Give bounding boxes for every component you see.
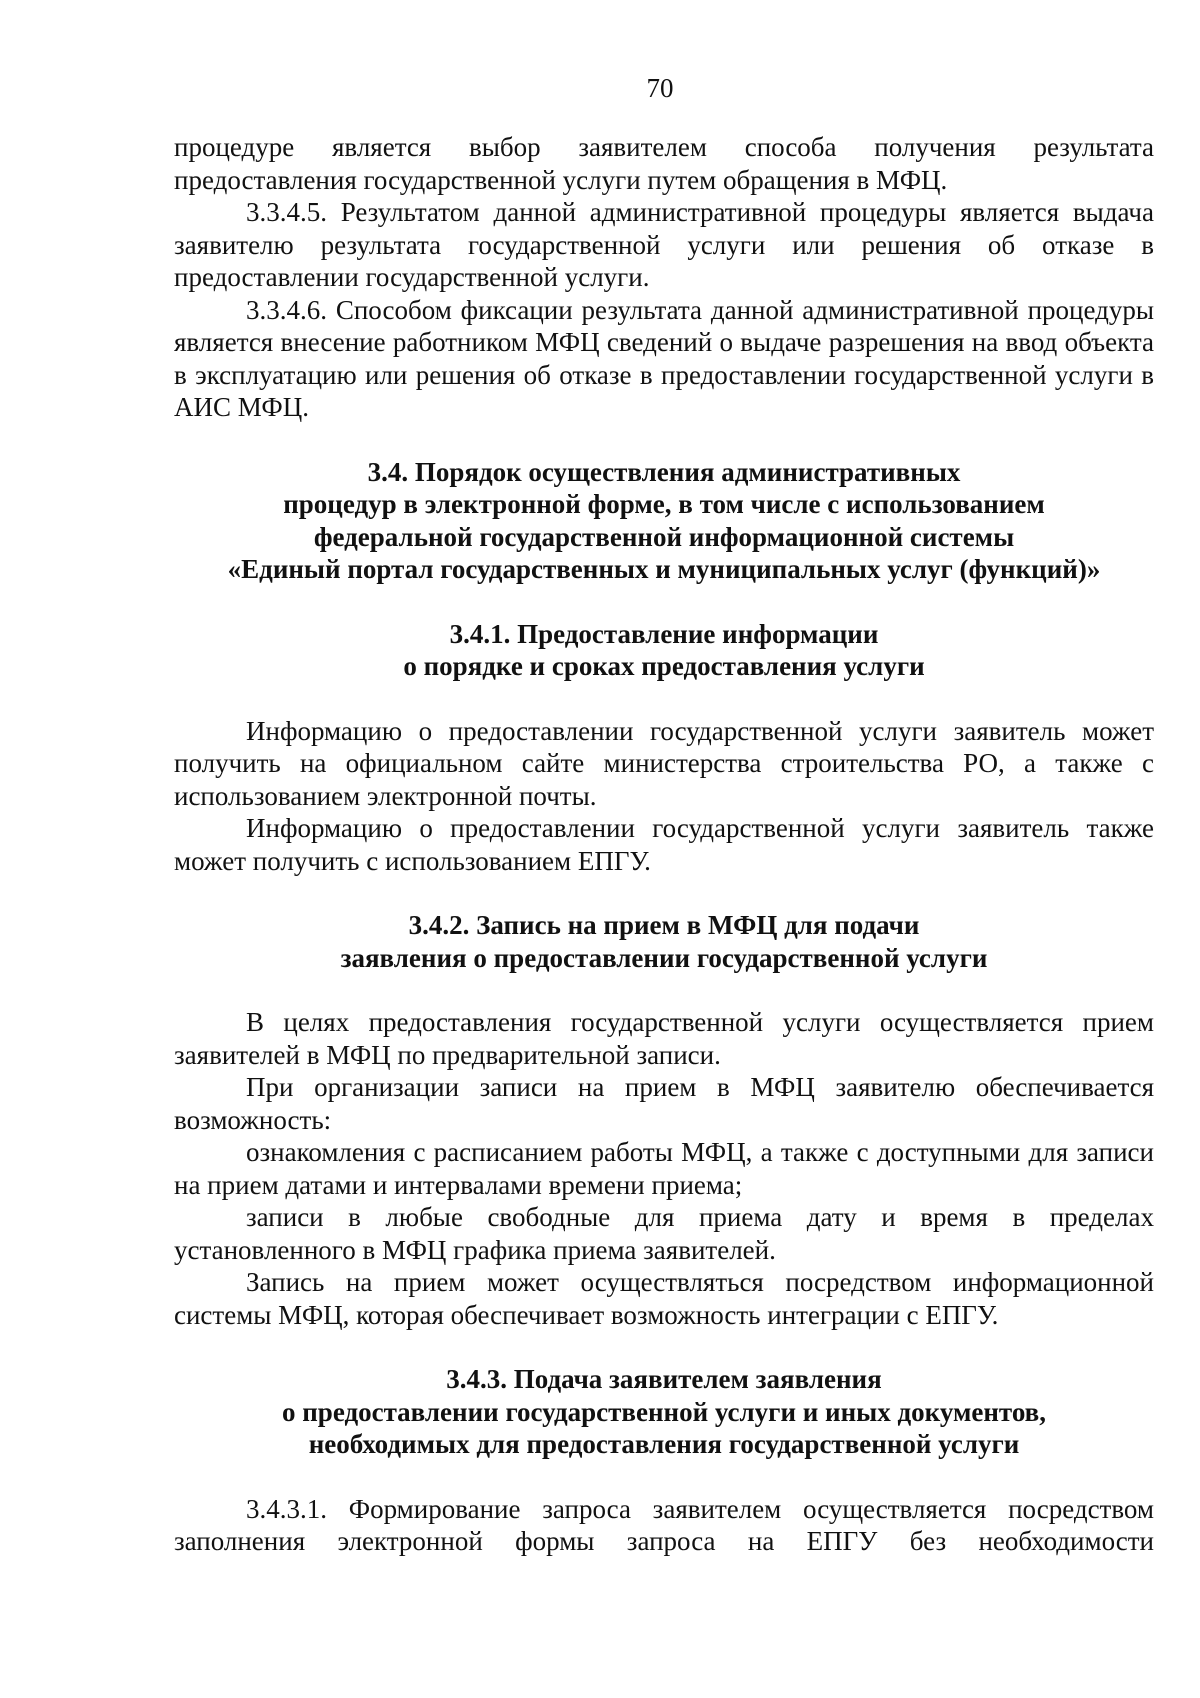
- paragraph: В целях предоставления государственной услуги осуществляется прием заявителей в МФЦ по предварительной записи.: [174, 1007, 1154, 1070]
- heading-line: 3.4.3. Подача заявителем заявления: [446, 1364, 882, 1394]
- section-heading-3-4-3: [174, 1363, 1154, 1461]
- paragraph: 3.3.4.6. Способом фиксации результата данной административной процедуры является внесение работником МФЦ сведений о выдаче разрешения на ввод объекта в эксплуатацию или решения об отказе в предоставлении государственной услуги в АИС МФЦ.: [174, 294, 1154, 422]
- heading-line: 3.4. Порядок осуществления административных: [367, 456, 961, 487]
- heading-line: о порядке и сроках предоставления услуги: [403, 651, 925, 681]
- document-body: [174, 131, 1154, 1558]
- paragraph: Информацию о предоставлении государственной услуги заявитель может получить на официальном сайте министерства строительства РО, а также с использованием электронной почты.: [174, 715, 1154, 811]
- heading-line: необходимых для предоставления государственной услуги: [308, 1429, 1020, 1459]
- paragraph: При организации записи на прием в МФЦ заявителю обеспечивается возможность:: [174, 1072, 1154, 1135]
- heading-line: заявления о предоставлении государственной услуги: [340, 942, 988, 973]
- paragraph: 3.3.4.5. Результатом данной административной процедуры является выдача заявителю результата государственной услуги или решения об отказе в предоставлении государственной услуги.: [174, 197, 1154, 292]
- paragraph: Информацию о предоставлении государственной услуги заявитель также может получить с использованием ЕПГУ.: [174, 813, 1154, 876]
- heading-line: «Единый портал государственных и муниципальных услуг (функций)»: [227, 554, 1101, 584]
- heading-line: процедур в электронной форме, в том числе с использованием: [283, 489, 1045, 519]
- heading-line: федеральной государственной информационной системы: [313, 521, 1015, 552]
- heading-line: 3.4.1. Предоставление информации: [449, 618, 879, 649]
- paragraph: записи в любые свободные для приема дату и время в пределах установленного в МФЦ графика приема заявителей.: [174, 1202, 1154, 1265]
- section-heading-3-4-1: [174, 618, 1154, 683]
- paragraph: процедуре является выбор заявителем способа получения результата предоставления государственной услуги путем обращения в МФЦ.: [174, 132, 1154, 195]
- heading-line: 3.4.2. Запись на прием в МФЦ для подачи: [408, 910, 920, 940]
- paragraph: Запись на прием может осуществляться посредством информационной системы МФЦ, которая обеспечивает возможность интеграции с ЕПГУ.: [174, 1267, 1154, 1330]
- paragraph: ознакомления с расписанием работы МФЦ, а также с доступными для записи на прием датами и интервалами времени приема;: [174, 1137, 1154, 1200]
- page-number: 70: [646, 73, 674, 103]
- section-heading-3-4: [174, 456, 1154, 586]
- heading-line: о предоставлении государственной услуги и иных документов,: [282, 1396, 1046, 1427]
- paragraph: 3.4.3.1. Формирование запроса заявителем осуществляется посредством заполнения электронной формы запроса на ЕПГУ без необходимости: [174, 1493, 1154, 1556]
- section-heading-3-4-2: [174, 909, 1154, 974]
